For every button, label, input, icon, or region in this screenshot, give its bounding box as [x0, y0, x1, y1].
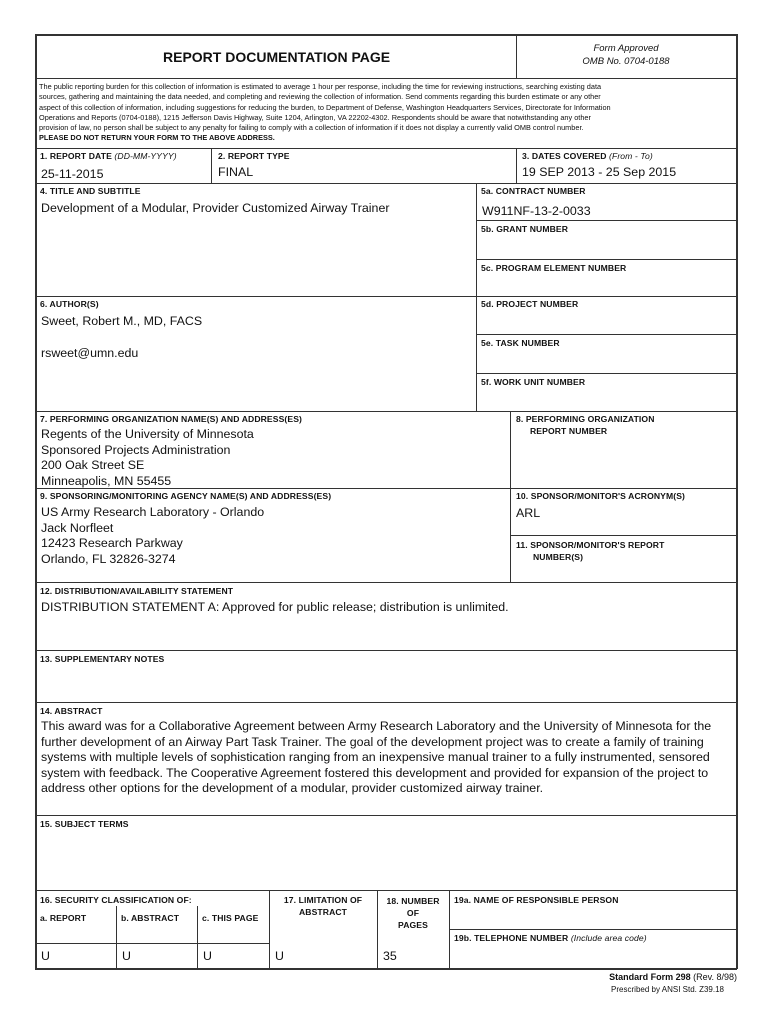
- performing-org-label: 7. PERFORMING ORGANIZATION NAME(S) AND ADDRESS(ES): [40, 414, 303, 424]
- rule-11: [510, 535, 737, 536]
- grant-number-label: 5b. GRANT NUMBER: [481, 224, 569, 234]
- contract-number-label: 5a. CONTRACT NUMBER: [481, 186, 586, 196]
- limitation-value[interactable]: U: [275, 949, 284, 963]
- abstract-class-label: b. ABSTRACT: [121, 913, 180, 923]
- rule-16-sub: [35, 943, 269, 944]
- limitation-label: 17. LIMITATION OF ABSTRACT: [283, 895, 363, 917]
- security-class-label: 16. SECURITY CLASSIFICATION OF:: [40, 895, 192, 905]
- form-approved: Form Approved: [593, 43, 659, 54]
- vrule-row1-b: [516, 148, 517, 183]
- rule-5b: [476, 220, 737, 221]
- rule-5e: [476, 334, 737, 335]
- address-line: 12423 Research Parkway: [41, 536, 183, 550]
- rule-row15-top: [35, 815, 737, 816]
- burden-line: The public reporting burden for this collection of information is estimated to average 1 hour per response, including the time for reviewing instructions, searching existing data: [39, 82, 602, 91]
- rule-row12-top: [35, 582, 737, 583]
- abstract-text[interactable]: [41, 719, 711, 797]
- burden-warning: PLEASE DO NOT RETURN YOUR FORM TO THE ABOVE ADDRESS.: [39, 133, 275, 143]
- abstract-line: system with feedback. The Cooperative Agreement fostered this development and provided for expansion of the project to: [41, 765, 709, 780]
- project-number-label: 5d. PROJECT NUMBER: [481, 299, 579, 309]
- rule-row14-top: [35, 702, 737, 703]
- author-value[interactable]: Sweet, Robert M., MD, FACS: [41, 314, 203, 328]
- program-element-label: 5c. PROGRAM ELEMENT NUMBER: [481, 263, 627, 273]
- rule-header: [35, 78, 737, 79]
- dates-covered-label: 3. DATES COVERED (From - To): [522, 151, 653, 161]
- abstract-line: further development of an Airway Part Task Trainer. The goal of the development project was to create a family of training: [41, 734, 704, 749]
- abstract-line: This award was for a Collaborative Agreement between Army Research Laboratory and the University of Minnesota for the: [41, 719, 712, 733]
- sponsoring-agency-address[interactable]: [41, 505, 264, 567]
- vrule-16-a: [116, 906, 117, 968]
- authors-label: 6. AUTHOR(S): [40, 299, 99, 309]
- address-line: Orlando, FL 32826-3274: [41, 551, 176, 566]
- dates-covered-value[interactable]: 19 SEP 2013 - 25 Sep 2015: [522, 165, 677, 179]
- number-pages-value[interactable]: 35: [383, 949, 397, 963]
- burden-statement: [39, 82, 733, 144]
- rule-19b: [449, 929, 737, 930]
- address-line: Minneapolis, MN 55455: [41, 473, 172, 488]
- this-page-class-value[interactable]: U: [203, 949, 212, 963]
- report-type-label: 2. REPORT TYPE: [218, 151, 290, 161]
- rule-row16-top: [35, 890, 737, 891]
- author-email[interactable]: rsweet@umn.edu: [41, 346, 139, 360]
- performing-org-address[interactable]: [41, 427, 254, 489]
- frame-right: [736, 34, 738, 969]
- vrule-row4-6: [476, 183, 477, 411]
- responsible-person-label: 19a. NAME OF RESPONSIBLE PERSON: [454, 895, 619, 905]
- address-line: US Army Research Laboratory - Orlando: [41, 505, 265, 519]
- number-pages-label: 18. NUMBER OF PAGES: [386, 896, 440, 930]
- report-class-label: a. REPORT: [40, 913, 87, 923]
- title-value[interactable]: Development of a Modular, Provider Customized Airway Trainer: [41, 201, 390, 215]
- this-page-class-label: c. THIS PAGE: [202, 913, 259, 923]
- report-date-value[interactable]: 25-11-2015: [41, 167, 104, 181]
- frame-top: [35, 34, 737, 36]
- report-date-label: 1. REPORT DATE (DD-MM-YYYY): [40, 151, 177, 161]
- report-type-value[interactable]: FINAL: [218, 165, 254, 179]
- vrule-row1-a: [211, 148, 212, 183]
- burden-line: Operations and Reports (0704-0188), 1215 Jefferson Davis Highway, Suite 1204, Arlington, VA 22202-4302. Respondents should be aware that notwithstanding any other: [39, 112, 591, 122]
- standard-form: Standard Form 298 (Rev. 8/98): [609, 972, 737, 982]
- performing-report-label: 8. PERFORMING ORGANIZATION REPORT NUMBER: [516, 414, 655, 436]
- sponsoring-agency-label: 9. SPONSORING/MONITORING AGENCY NAME(S) AND ADDRESS(ES): [40, 491, 332, 501]
- vrule-19: [449, 890, 450, 968]
- vrule-16-b: [197, 906, 198, 968]
- distribution-value[interactable]: DISTRIBUTION STATEMENT A: Approved for public release; distribution is unlimited.: [41, 600, 509, 614]
- sponsor-acronym-label: 10. SPONSOR/MONITOR'S ACRONYM(S): [516, 491, 686, 501]
- prescribed-by: Prescribed by ANSI Std. Z39.18: [611, 985, 724, 994]
- rule-row7-top: [35, 411, 737, 412]
- abstract-label: 14. ABSTRACT: [40, 706, 103, 716]
- telephone-label: 19b. TELEPHONE NUMBER (Include area code): [454, 933, 647, 943]
- distribution-label: 12. DISTRIBUTION/AVAILABILITY STATEMENT: [40, 586, 234, 596]
- supplementary-notes-label: 13. SUPPLEMENTARY NOTES: [40, 654, 165, 664]
- page-title: REPORT DOCUMENTATION PAGE: [163, 49, 391, 65]
- burden-line: provision of law, no person shall be subject to any penalty for failing to comply with a collection of information if it does not display a currently valid OMB control number.: [39, 123, 584, 133]
- task-number-label: 5e. TASK NUMBER: [481, 338, 560, 348]
- rule-5c: [476, 259, 737, 260]
- rule-row6-top: [35, 296, 737, 297]
- burden-line: sources, gathering and maintaining the data needed, and completing and reviewing the collection of information. Send comments regarding this burden estimate or any other: [39, 92, 601, 102]
- title-label: 4. TITLE AND SUBTITLE: [40, 186, 141, 196]
- address-line: Regents of the University of Minnesota: [41, 427, 254, 441]
- address-line: Sponsored Projects Administration: [41, 442, 231, 457]
- abstract-line: address other options for the development of a modular, provider customized airway trainer.: [41, 781, 544, 796]
- vrule-row7-11: [510, 411, 511, 582]
- rule-row1-top: [35, 148, 737, 149]
- rule-row13-top: [35, 650, 737, 651]
- sponsor-report-label: 11. SPONSOR/MONITOR'S REPORT NUMBER(S): [516, 540, 665, 562]
- sponsor-acronym-value[interactable]: ARL: [516, 506, 541, 520]
- abstract-line: systems with multiple levels of sophistication ranging from an inexpensive manual trainer to a fully instrumented, sensored: [41, 750, 710, 765]
- address-line: 200 Oak Street SE: [41, 458, 145, 472]
- abstract-class-value[interactable]: U: [122, 949, 131, 963]
- subject-terms-label: 15. SUBJECT TERMS: [40, 819, 129, 829]
- rule-5f: [476, 373, 737, 374]
- report-class-value[interactable]: U: [41, 949, 50, 963]
- frame-bottom: [35, 968, 737, 970]
- work-unit-label: 5f. WORK UNIT NUMBER: [481, 377, 586, 387]
- contract-number-value[interactable]: W911NF-13-2-0033: [482, 204, 591, 218]
- omb-number: OMB No. 0704-0188: [582, 56, 670, 67]
- address-line: Jack Norfleet: [41, 520, 114, 535]
- frame-left: [35, 34, 37, 969]
- burden-line: aspect of this collection of information, including suggestions for reducing the burden, to Department of Defense, Washington Headquarters Services, Directorate for Information: [39, 102, 611, 112]
- rule-row4-top: [35, 183, 737, 184]
